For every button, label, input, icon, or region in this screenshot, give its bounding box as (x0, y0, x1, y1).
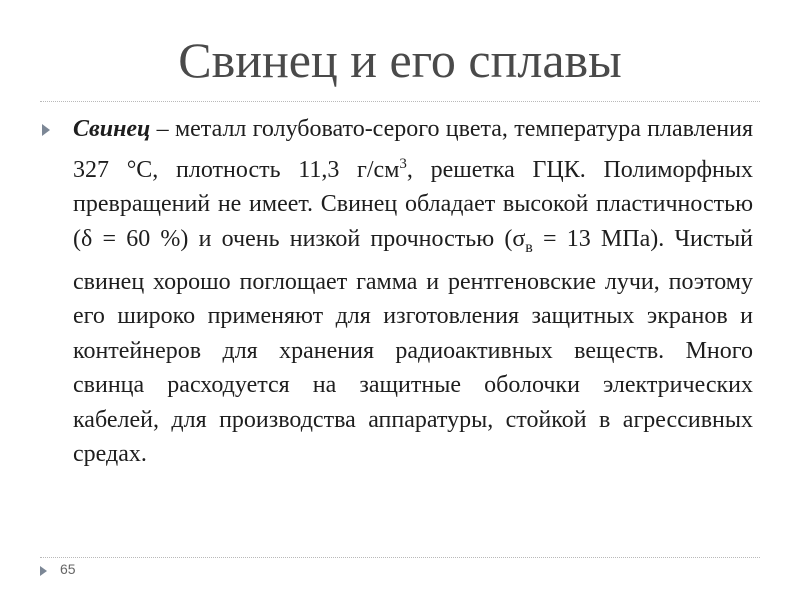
footer-triangle-icon (40, 566, 47, 576)
slide-title: Свинец и его сплавы (178, 32, 622, 88)
title-divider (40, 101, 760, 102)
subscript-v: в (525, 238, 533, 256)
paragraph-lead: Свинец (73, 116, 151, 142)
paragraph-text-3: = 13 МПа). Чистый свинец хорошо поглощает гамма и рентгеновские лучи, поэтому его широко применяют для изготовления защитных экранов и контейнеров для хранения радиоактивных веществ. Много свинца расходуется на защитные оболочки электрических кабелей, для производства аппаратуры, стойкой в агрессивных средах. (73, 225, 753, 468)
page-number: 65 (60, 561, 76, 577)
footer-divider (40, 557, 760, 558)
triangle-bullet-icon (42, 124, 50, 136)
body-paragraph (73, 112, 753, 472)
superscript-3: 3 (399, 155, 407, 172)
paragraph-text-2: , решетка ГЦК. Полиморфных превращений не имеет. Свинец обладает высокой пластичностью (δ = 60 %) и очень низкой прочностью (σ (73, 156, 753, 252)
paragraph-text-1: – металл голубовато-серого цвета, температура плавления 327 °С, плотность 11,3 г/см (73, 116, 753, 183)
